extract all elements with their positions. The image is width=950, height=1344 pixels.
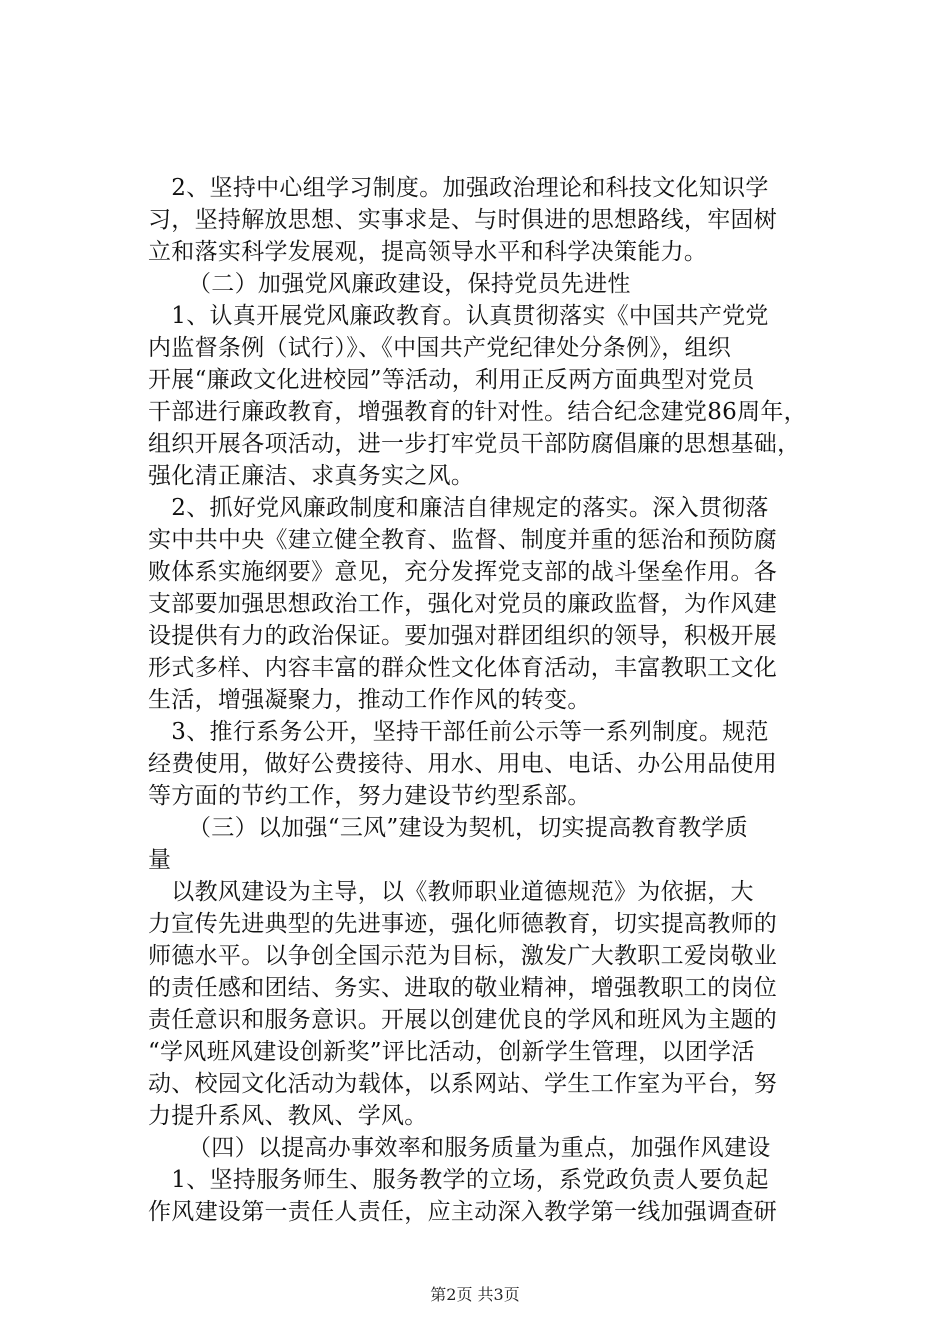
body-line: 立和落实科学发展观，提高领导水平和科学决策能力。 (148, 239, 708, 265)
body-line: 以教风建设为主导，以《教师职业道德规范》为依据，大 (148, 879, 754, 905)
body-line: 内监督条例（试行）》、《中国共产党纪律处分条例》，组织 (148, 335, 732, 361)
body-line: 干部进行廉政教育，增强教育的针对性。结合纪念建党86周年， (148, 399, 807, 425)
body-line: “学风班风建设创新奖”评比活动，创新学生管理，以团学活 (148, 1039, 755, 1065)
body-line: 3、推行系务公开，坚持干部任前公示等一系列制度。规范 (148, 719, 769, 745)
body-line: 动、校园文化活动为载体，以系网站、学生工作室为平台，努 (148, 1071, 778, 1097)
body-line: 生活，增强凝聚力，推动工作作风的转变。 (148, 687, 591, 713)
body-line: 等方面的节约工作，努力建设节约型系部。 (148, 783, 591, 809)
body-line: 作风建设第一责任人责任，应主动深入教学第一线加强调查研 (148, 1199, 778, 1225)
page-number-label: 第2页 共3页 (430, 1285, 520, 1304)
body-line: 2、抓好党风廉政制度和廉洁自律规定的落实。深入贯彻落 (148, 495, 769, 521)
body-line: 组织开展各项活动，进一步打牢党员干部防腐倡廉的思想基础， (148, 431, 801, 457)
section-heading: （四）以提高办事效率和服务质量为重点，加强作风建设 (188, 1135, 771, 1161)
body-line: 败体系实施纲要》意见，充分发挥党支部的战斗堡垒作用。各 (148, 559, 778, 585)
body-line: 支部要加强思想政治工作，强化对党员的廉政监督，为作风建 (148, 591, 778, 617)
body-line: 力提升系风、教风、学风。 (148, 1103, 428, 1129)
body-line: 经费使用，做好公费接待、用水、用电、电话、办公用品使用 (148, 751, 778, 777)
body-line: 的责任感和团结、务实、进取的敬业精神，增强教职工的岗位 (148, 975, 778, 1001)
body-line: 1、认真开展党风廉政教育。认真贯彻落实《中国共产党党 (148, 303, 769, 329)
body-line: 责任意识和服务意识。开展以创建优良的学风和班风为主题的 (148, 1007, 778, 1033)
body-line: 习，坚持解放思想、实事求是、与时俱进的思想路线，牢固树 (148, 207, 778, 233)
body-line: 开展“廉政文化进校园”等活动，利用正反两方面典型对党员 (148, 367, 755, 393)
body-line: 师德水平。以争创全国示范为目标，激发广大教职工爱岗敬业 (148, 943, 778, 969)
body-line: 实中共中央《建立健全教育、监督、制度并重的惩治和预防腐 (148, 527, 778, 553)
body-line: 强化清正廉洁、求真务实之风。 (148, 463, 475, 489)
section-heading: （二）加强党风廉政建设，保持党员先进性 (188, 271, 631, 297)
body-line: 形式多样、内容丰富的群众性文化体育活动，丰富教职工文化 (148, 655, 778, 681)
document-body (148, 172, 808, 1228)
body-line: 1、坚持服务师生、服务教学的立场，系党政负责人要负起 (148, 1167, 769, 1193)
body-line: 2、坚持中心组学习制度。加强政治理论和科技文化知识学 (148, 175, 769, 201)
body-line: 量 (148, 847, 172, 873)
page-footer (0, 1285, 950, 1305)
body-line: 力宣传先进典型的先进事迹，强化师德教育，切实提高教师的 (148, 911, 778, 937)
body-line: 设提供有力的政治保证。要加强对群团组织的领导，积极开展 (148, 623, 778, 649)
section-heading: （三）以加强“三风”建设为契机，切实提高教育教学质 (188, 815, 749, 841)
